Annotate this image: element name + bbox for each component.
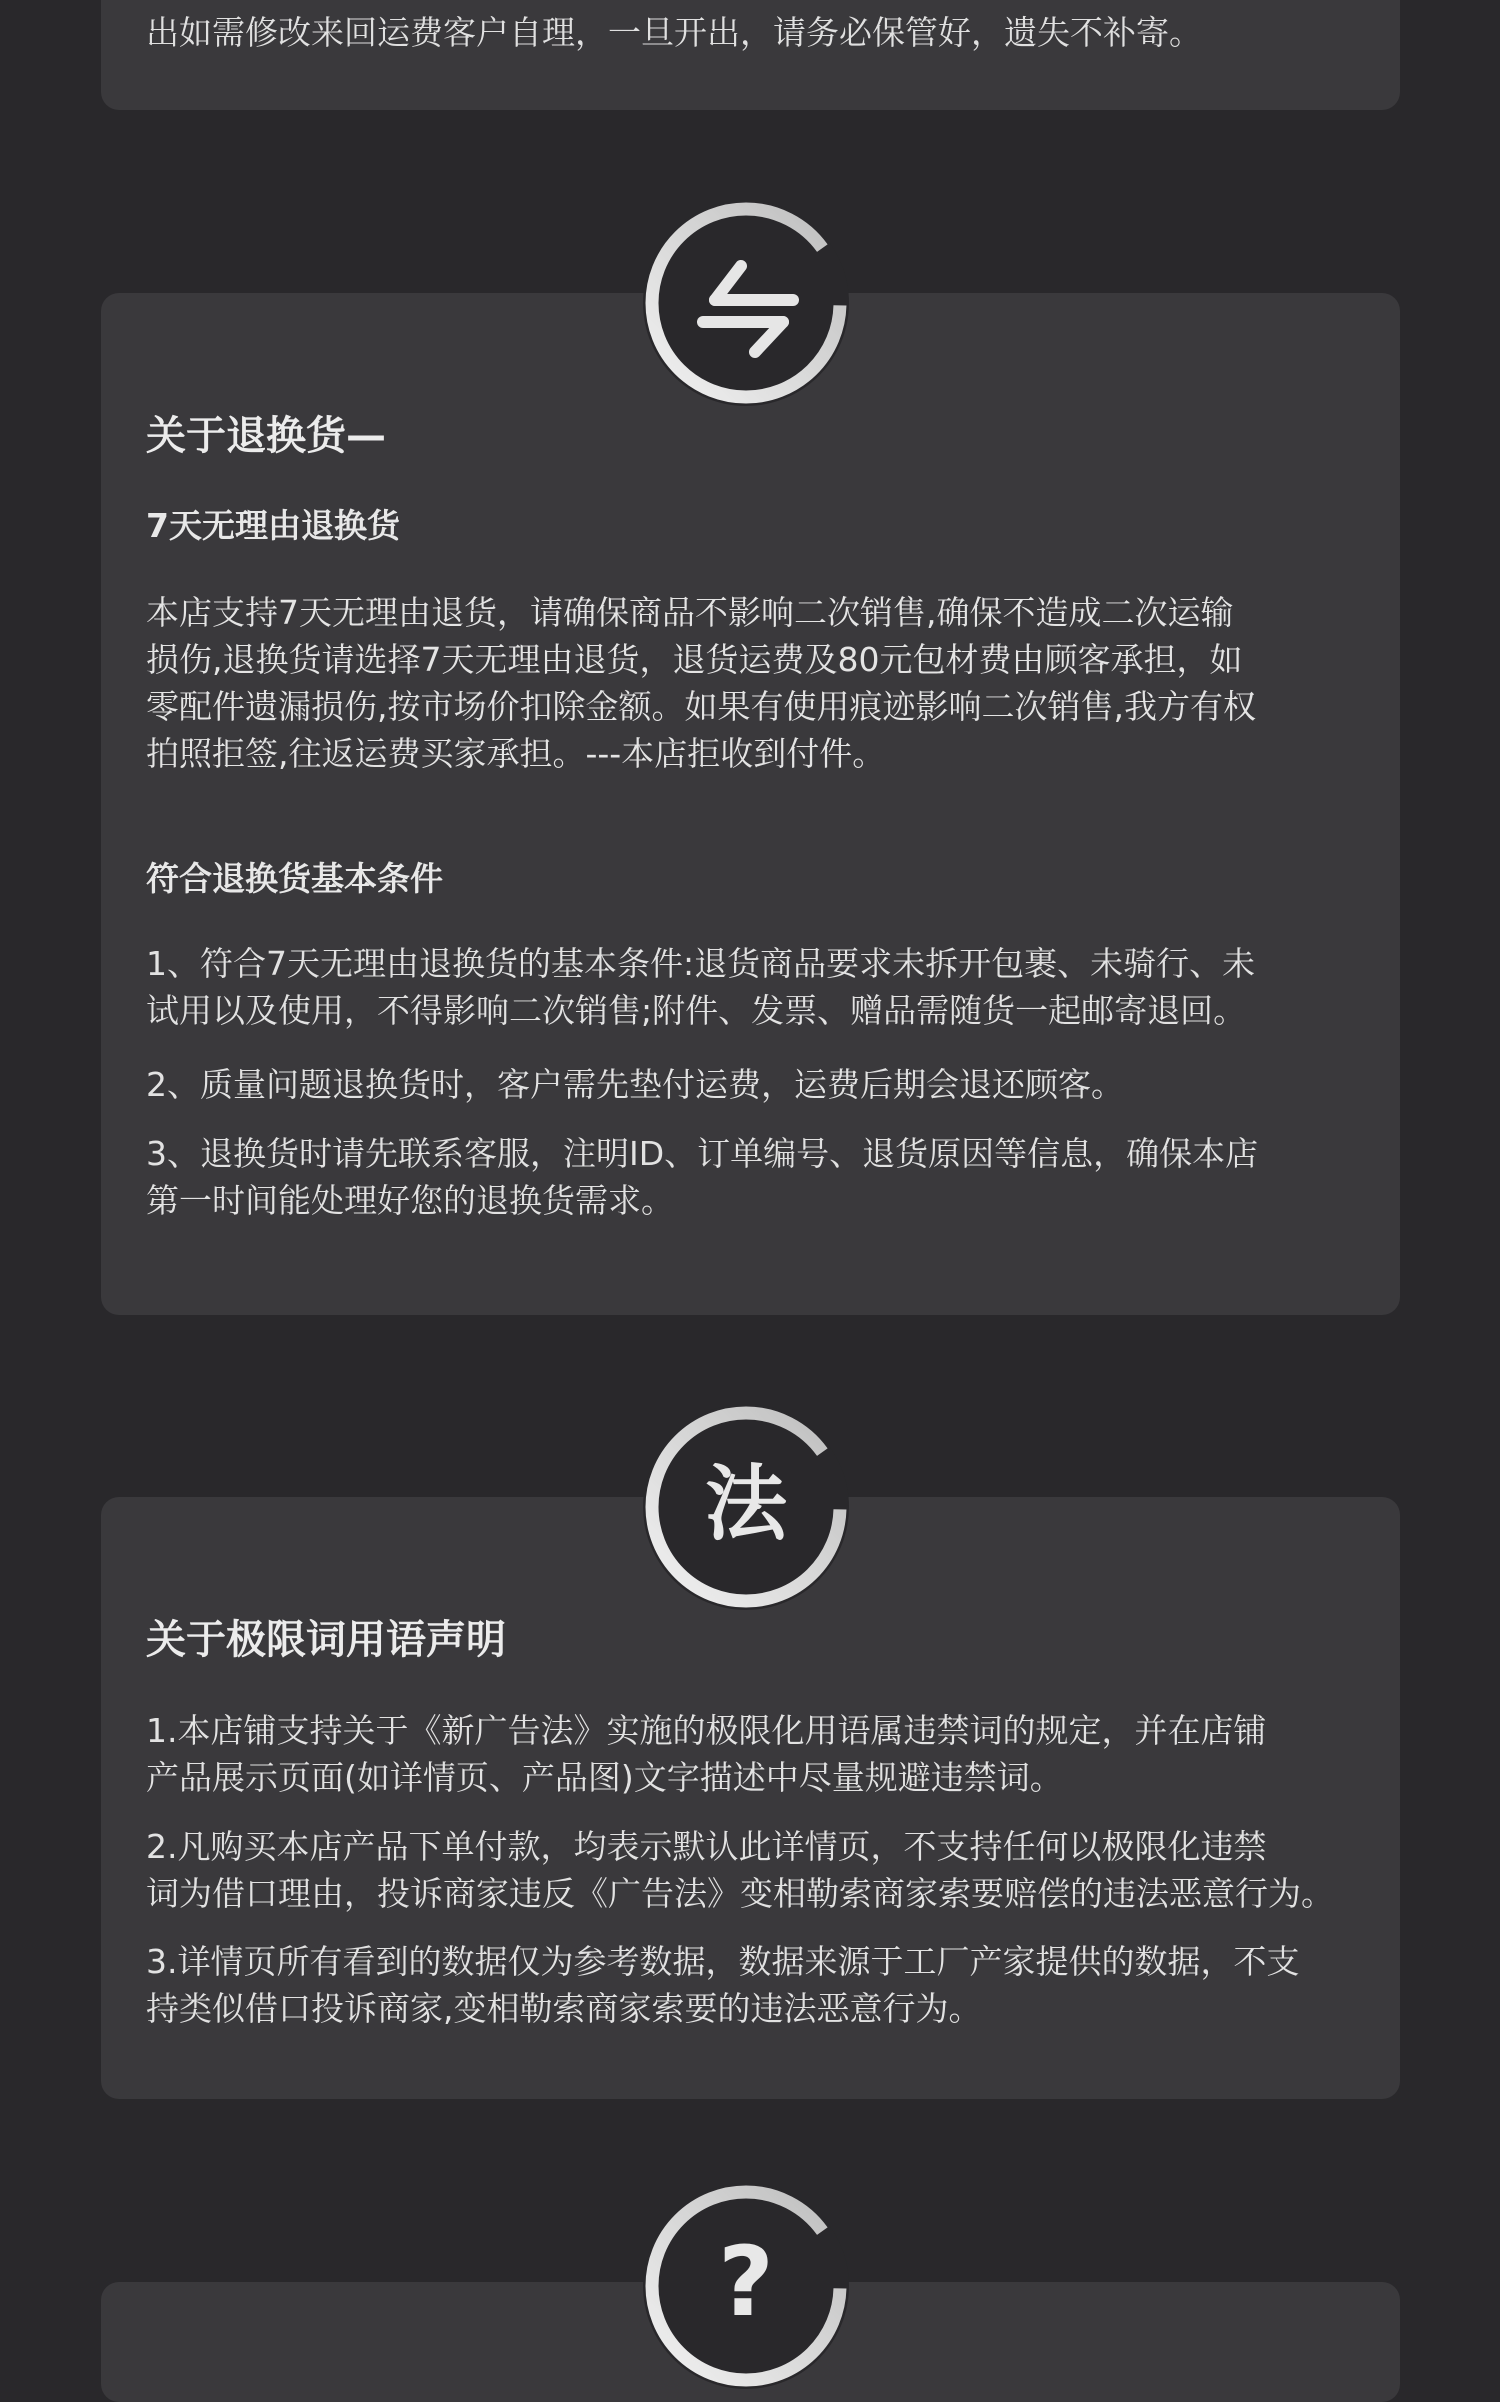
law-icon bbox=[643, 1404, 849, 1610]
shipping-info-last-line: 出如需修改来回运费客户自理，一旦开出，请务必保管好，遗失不补寄。 bbox=[146, 13, 1202, 52]
return-exchange-icon bbox=[643, 200, 849, 406]
item-line: 1、符合7天无理由退换货的基本条件:退货商品要求未拆开包裹、未骑行、未 bbox=[146, 944, 1256, 983]
return-condition-item bbox=[146, 1061, 1386, 1108]
item-line: 3.详情页所有看到的数据仅为参考数据，数据来源于工厂产家提供的数据，不支 bbox=[146, 1942, 1300, 1981]
paragraph-line: 本店支持7天无理由退货，请确保商品不影响二次销售,确保不造成二次运输 bbox=[146, 593, 1234, 632]
item-line: 持类似借口投诉商家,变相勒索商家索要的违法恶意行为。 bbox=[146, 1989, 982, 2028]
item-line: 2、质量问题退换货时，客户需先垫付运费，运费后期会退还顾客。 bbox=[146, 1065, 1124, 1104]
paragraph-line: 拍照拒签,往返运费买家承担。---本店拒收到付件。 bbox=[146, 734, 886, 773]
return-condition-item bbox=[146, 1130, 1386, 1224]
item-line: 产品展示页面(如详情页、产品图)文字描述中尽量规避违禁词。 bbox=[146, 1758, 1063, 1797]
item-line: 第一时间能处理好您的退换货需求。 bbox=[146, 1181, 674, 1220]
return-policy-paragraph bbox=[146, 589, 1386, 777]
item-line: 1.本店铺支持关于《新广告法》实施的极限化用语属违禁词的规定，并在店铺 bbox=[146, 1711, 1267, 1750]
question-icon-glyph: ? bbox=[718, 2226, 774, 2338]
return-conditions-heading: 符合退换货基本条件 bbox=[146, 859, 443, 898]
return-section-subtitle: 7天无理由退换货 bbox=[146, 506, 400, 545]
law-statement-item bbox=[146, 1707, 1386, 1801]
question-icon bbox=[643, 2183, 849, 2389]
item-line: 2.凡购买本店产品下单付款，均表示默认此详情页，不支持任何以极限化违禁 bbox=[146, 1827, 1267, 1866]
law-statement-item bbox=[146, 1823, 1386, 1917]
law-icon-glyph: 法 bbox=[704, 1457, 788, 1552]
return-condition-item bbox=[146, 940, 1386, 1034]
law-statement-item bbox=[146, 1938, 1386, 2032]
law-section-title: 关于极限词用语声明 bbox=[146, 1617, 506, 1663]
item-line: 词为借口理由，投诉商家违反《广告法》变相勒索商家索要赔偿的违法恶意行为。 bbox=[146, 1874, 1334, 1913]
item-line: 3、退换货时请先联系客服，注明ID、订单编号、退货原因等信息，确保本店 bbox=[146, 1134, 1259, 1173]
item-line: 试用以及使用，不得影响二次销售;附件、发票、赠品需随货一起邮寄退回。 bbox=[146, 991, 1247, 1030]
return-section-title: 关于退换货— bbox=[146, 413, 386, 459]
paragraph-line: 零配件遗漏损伤,按市场价扣除金额。如果有使用痕迹影响二次销售,我方有权 bbox=[146, 687, 1256, 726]
paragraph-line: 损伤,退换货请选择7天无理由退货，退货运费及80元包材费由顾客承担，如 bbox=[146, 640, 1243, 679]
